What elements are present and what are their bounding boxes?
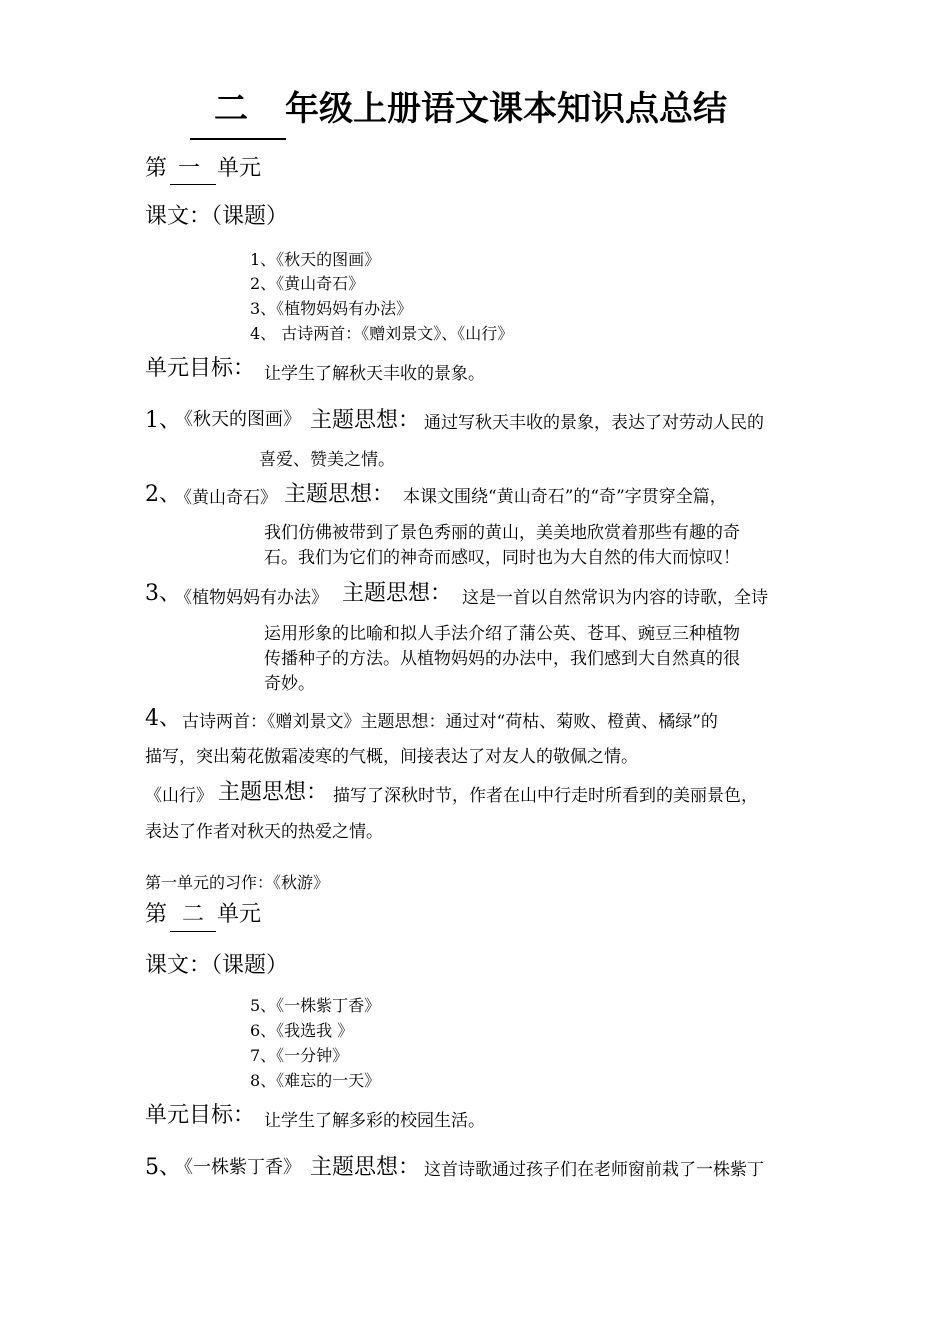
item3-line-4: 奇妙。 — [264, 674, 315, 694]
unit2-lesson-6: 6、《我选我 》 — [250, 1021, 354, 1040]
unit2-goal-text: 让学生了解多彩的校园生活。 — [264, 1111, 485, 1131]
item5-line-1: 这首诗歌通过孩子们在老师窗前栽了一株紫丁 — [424, 1160, 764, 1180]
unit1-goal-text: 让学生了解秋天丰收的景象。 — [264, 364, 485, 384]
unit2-suffix: 单元 — [217, 902, 262, 927]
item2-line-2: 我们仿佛被带到了景色秀丽的黄山，美美地欣赏着那些有趣的奇 — [264, 523, 740, 543]
item4-line-2: 描写，突出菊花傲霜凌寒的气概，间接表达了对友人的敬佩之情。 — [145, 747, 638, 767]
unit2-lessons-label: 课文：（课题） — [145, 953, 289, 978]
item3-line-1: 这是一首以自然常识为内容的诗歌，全诗 — [462, 588, 768, 608]
title-grade: 二 — [214, 89, 248, 129]
unit2-underline — [170, 931, 216, 932]
item2-line-3: 石。我们为它们的神奇而感叹，同时也为大自然的伟大而惊叹！ — [264, 548, 740, 568]
item2-theme: 主题思想： — [284, 482, 395, 507]
unit1-goal-label: 单元目标： — [145, 356, 256, 381]
unit2-lesson-8: 8、《难忘的一天》 — [250, 1071, 381, 1090]
item5-title: 《一株紫丁香》 — [175, 1157, 301, 1178]
item5-num: 5、 — [145, 1155, 181, 1180]
shanxing-line-1: 描写了深秋时节，作者在山中行走时所看到的美丽景色， — [333, 786, 758, 806]
item1-line-2: 喜爱、赞美之情。 — [259, 450, 395, 470]
item1-title: 《秋天的图画》 — [175, 409, 301, 430]
item4-line-1: 古诗两首：《赠刘景文》主题思想：通过对“荷枯、菊败、橙黄、橘绿”的 — [182, 712, 718, 732]
title-underline — [190, 138, 286, 140]
unit1-composition: 第一单元的习作：《秋游》 — [145, 873, 330, 892]
unit1-underline — [170, 184, 216, 185]
item4-num: 4、 — [145, 706, 181, 731]
unit1-lesson-2: 2、《黄山奇石》 — [250, 274, 365, 293]
item3-theme: 主题思想： — [342, 581, 453, 606]
item3-line-3: 传播种子的方法。从植物妈妈的办法中，我们感到大自然真的很 — [264, 649, 740, 669]
unit2-lesson-7: 7、《一分钟》 — [250, 1046, 349, 1065]
unit2-lesson-5: 5、《一株紫丁香》 — [250, 996, 381, 1015]
unit2-goal-label: 单元目标： — [145, 1103, 256, 1128]
item3-line-2: 运用形象的比喻和拟人手法介绍了蒲公英、苍耳、豌豆三种植物 — [264, 624, 740, 644]
unit1-suffix: 单元 — [217, 156, 262, 181]
item2-num: 2、 — [145, 482, 181, 507]
unit1-lesson-3: 3、《植物妈妈有办法》 — [250, 299, 413, 318]
unit1-prefix: 第 — [145, 156, 168, 181]
item1-line-1: 通过写秋天丰收的景象，表达了对劳动人民的 — [424, 413, 764, 433]
page-title: 年级上册语文课本知识点总结 — [285, 89, 727, 129]
unit1-number: 一 — [178, 156, 201, 181]
shanxing-theme: 主题思想： — [218, 780, 329, 805]
unit1-lessons-label: 课文：（课题） — [145, 204, 289, 229]
unit1-lesson-4: 4、 古诗两首：《赠刘景文》、《山行》 — [250, 324, 514, 343]
item1-theme: 主题思想： — [310, 408, 421, 433]
item3-num: 3、 — [145, 581, 181, 606]
item2-title: 《黄山奇石》 — [175, 488, 277, 508]
unit2-number: 二 — [182, 902, 205, 927]
unit1-lesson-1: 1、《秋天的图画》 — [250, 250, 381, 269]
unit2-prefix: 第 — [145, 902, 168, 927]
item2-line-1: 本课文围绕“黄山奇石”的“奇”字贯穿全篇， — [403, 487, 727, 507]
shanxing-line-2: 表达了作者对秋天的热爱之情。 — [145, 822, 383, 842]
item3-title: 《植物妈妈有办法》 — [175, 588, 328, 608]
shanxing-title: 《山行》 — [145, 786, 213, 806]
item5-theme: 主题思想： — [310, 1155, 421, 1180]
item1-num: 1、 — [145, 408, 181, 433]
